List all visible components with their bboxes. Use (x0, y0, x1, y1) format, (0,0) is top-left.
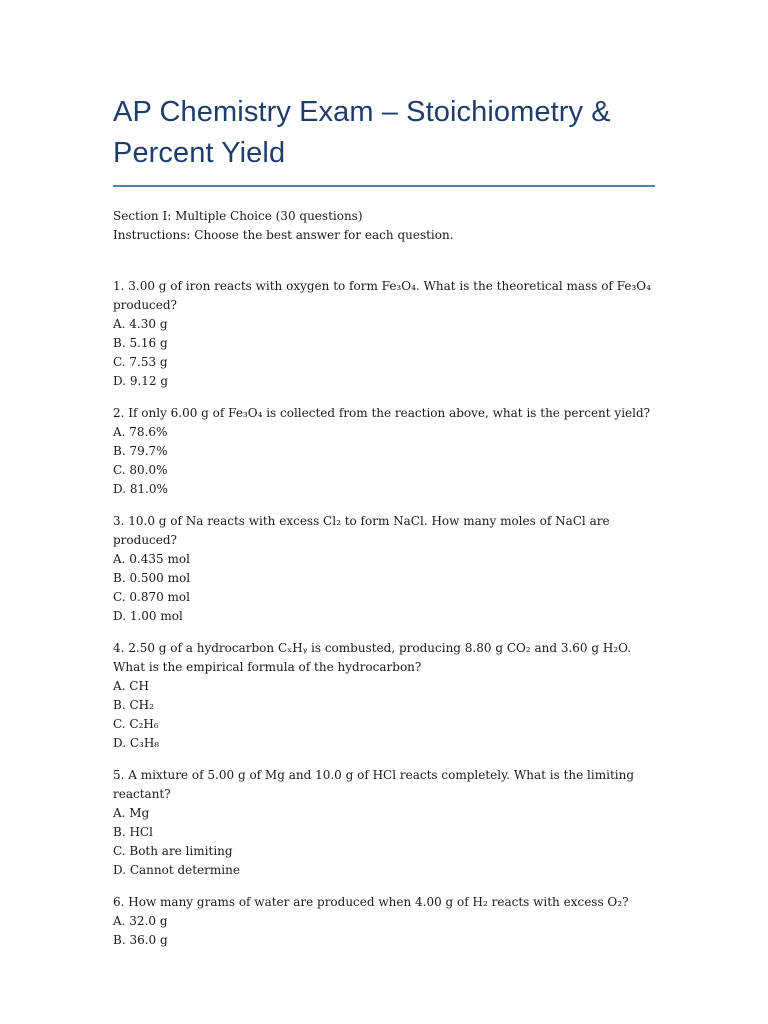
answer-option: B. HCl (113, 825, 153, 839)
answer-option: B. 0.500 mol (113, 571, 191, 585)
answer-option: A. Mg (113, 806, 150, 820)
answer-option: B. CH₂ (113, 698, 154, 712)
answer-option: A. 32.0 g (113, 914, 168, 928)
answer-option: A. CH (113, 679, 149, 693)
question-2 (113, 404, 655, 499)
answer-option: C. 80.0% (113, 463, 168, 477)
answer-option: D. Cannot determine (113, 863, 240, 877)
question-list (113, 277, 655, 950)
answer-option: D. 81.0% (113, 482, 168, 496)
question-stem: 1. 3.00 g of iron reacts with oxygen to form Fe₃O₄. What is the theoretical mass of Fe₃O₄ produced? (113, 279, 651, 312)
question-stem: 6. How many grams of water are produced when 4.00 g of H₂ reacts with excess O₂? (113, 895, 629, 909)
answer-option: D. 9.12 g (113, 374, 169, 388)
question-5 (113, 766, 655, 880)
answer-option: B. 36.0 g (113, 933, 168, 947)
section-info (113, 207, 655, 245)
answer-option: A. 4.30 g (113, 317, 168, 331)
question-4 (113, 639, 655, 753)
answer-option: D. C₃H₈ (113, 736, 160, 750)
question-stem: 4. 2.50 g of a hydrocarbon CₓHᵧ is combusted, producing 8.80 g CO₂ and 3.60 g H₂O. What is the empirical formula of the hydrocarbon? (113, 641, 632, 674)
question-3 (113, 512, 655, 626)
instructions-text: Instructions: Choose the best answer for each question. (113, 228, 454, 242)
question-1 (113, 277, 655, 391)
title-divider (113, 185, 655, 187)
answer-option: C. C₂H₆ (113, 717, 159, 731)
section-heading: Section I: Multiple Choice (30 questions) (113, 209, 363, 223)
answer-option: A. 78.6% (113, 425, 168, 439)
answer-option: B. 79.7% (113, 444, 168, 458)
answer-option: A. 0.435 mol (113, 552, 190, 566)
question-stem: 2. If only 6.00 g of Fe₃O₄ is collected from the reaction above, what is the percent yield? (113, 406, 651, 420)
document-title: AP Chemistry Exam – Stoichiometry & Percent Yield (113, 96, 611, 169)
answer-option: C. Both are limiting (113, 844, 233, 858)
answer-option: B. 5.16 g (113, 336, 168, 350)
document-page (113, 92, 655, 963)
question-stem: 3. 10.0 g of Na reacts with excess Cl₂ to form NaCl. How many moles of NaCl are produced? (113, 514, 610, 547)
answer-option: C. 0.870 mol (113, 590, 190, 604)
answer-option: D. 1.00 mol (113, 609, 183, 623)
question-6 (113, 893, 655, 950)
question-stem: 5. A mixture of 5.00 g of Mg and 10.0 g of HCl reacts completely. What is the limiting reactant? (113, 768, 635, 801)
answer-option: C. 7.53 g (113, 355, 168, 369)
